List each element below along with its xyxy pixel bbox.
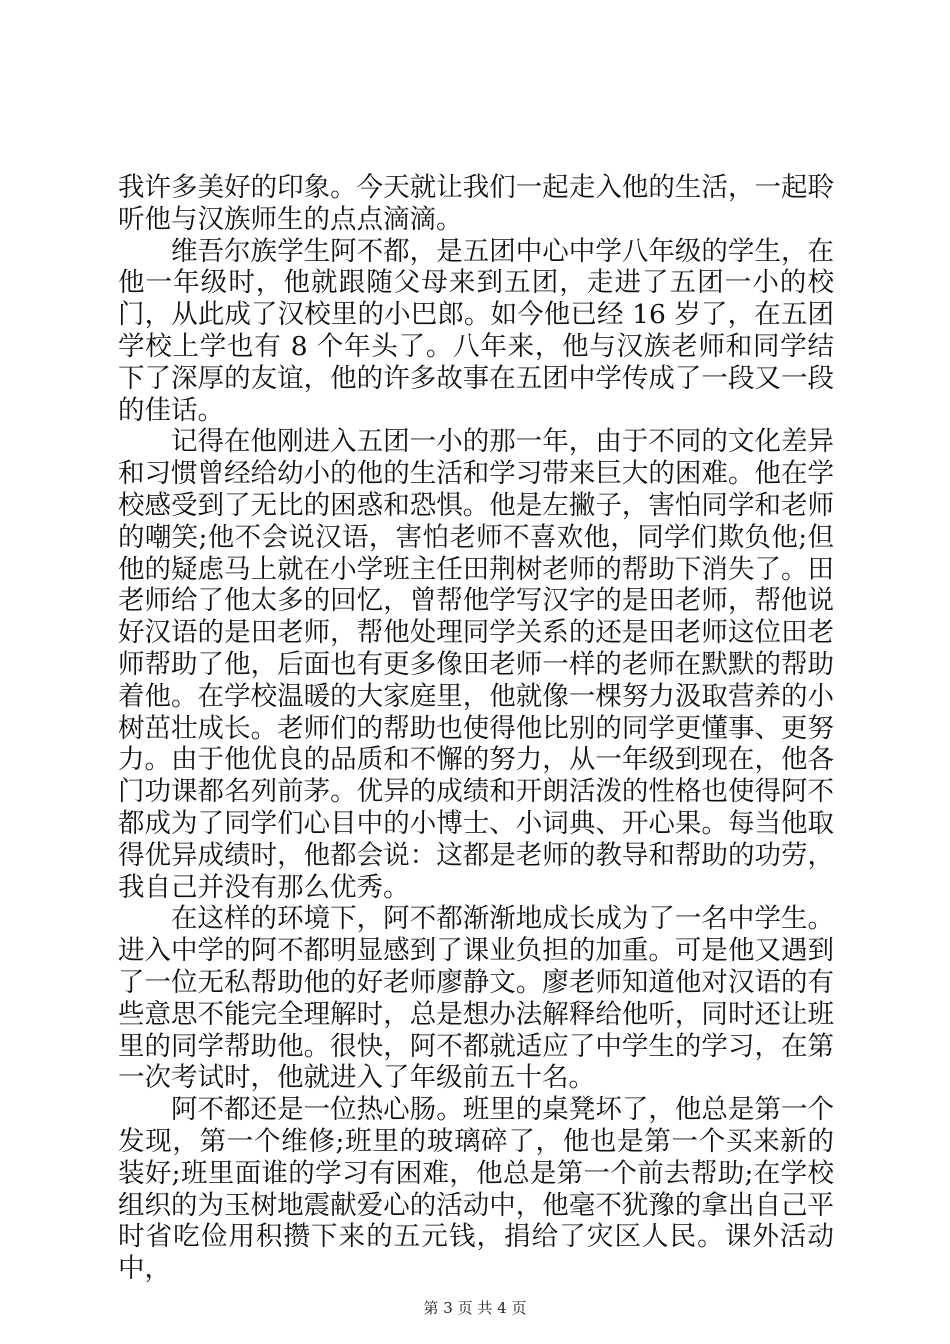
article-body xyxy=(118,172,834,1285)
paragraph-introduction: 维吾尔族学生阿不都，是五团中心中学八年级的学生，在他一年级时，他就跟随父母来到五团，走进了五团一小的校门，从此成了汉校里的小巴郎。如今他已经 16 岁了，在五团学校上学也有 8 个年头了。八年来，他与汉族老师和同学结下了深厚的友谊，他的许多故事在五团中学传成了一段又一段的佳话。 xyxy=(118,235,834,426)
paragraph-middle-school: 在这样的环境下，阿不都渐渐地成长成为了一名中学生。进入中学的阿不都明显感到了课业负担的加重。可是他又遇到了一位无私帮助他的好老师廖静文。廖老师知道他对汉语的有些意思不能完全理解时，总是想办法解释给他听，同时还让班里的同学帮助他。很快，阿不都就适应了中学生的学习，在第一次考试时，他就进入了年级前五十名。 xyxy=(118,903,834,1094)
paragraph-primary-school: 记得在他刚进入五团一小的那一年，由于不同的文化差异和习惯曾经给幼小的他的生活和学习带来巨大的困难。他在学校感受到了无比的困惑和恐惧。他是左撇子，害怕同学和老师的嘲笑;他不会说汉语，害怕老师不喜欢他，同学们欺负他;但他的疑虑马上就在小学班主任田荆树老师的帮助下消失了。田老师给了他太多的回忆，曾帮他学写汉字的是田老师，帮他说好汉语的是田老师，帮他处理同学关系的还是田老师这位田老师帮助了他，后面也有更多像田老师一样的老师在默默的帮助着他。在学校温暖的大家庭里，他就像一棵努力汲取营养的小树茁壮成长。老师们的帮助也使得他比别的同学更懂事、更努力。由于他优良的品质和不懈的努力，从一年级到现在，他各门功课都名列前茅。优异的成绩和开朗活泼的性格也使得阿不都成为了同学们心目中的小博士、小词典、开心果。每当他取得优异成绩时，他都会说：这都是老师的教导和帮助的功劳，我自己并没有那么优秀。 xyxy=(118,426,834,903)
paragraph-continuation: 我许多美好的印象。今天就让我们一起走入他的生活，一起聆听他与汉族师生的点点滴滴。 xyxy=(118,172,834,235)
page-number-footer: 第 3 页 共 4 页 xyxy=(423,1299,527,1317)
paragraph-warm-hearted: 阿不都还是一位热心肠。班里的桌凳坏了，他总是第一个发现，第一个维修;班里的玻璃碎了，他也是第一个买来新的装好;班里面谁的学习有困难，他总是第一个前去帮助;在学校组织的为玉树地震献爱心的活动中，他毫不犹豫的拿出自己平时省吃俭用积攒下来的五元钱，捐给了灾区人民。课外活动中， xyxy=(118,1094,834,1285)
